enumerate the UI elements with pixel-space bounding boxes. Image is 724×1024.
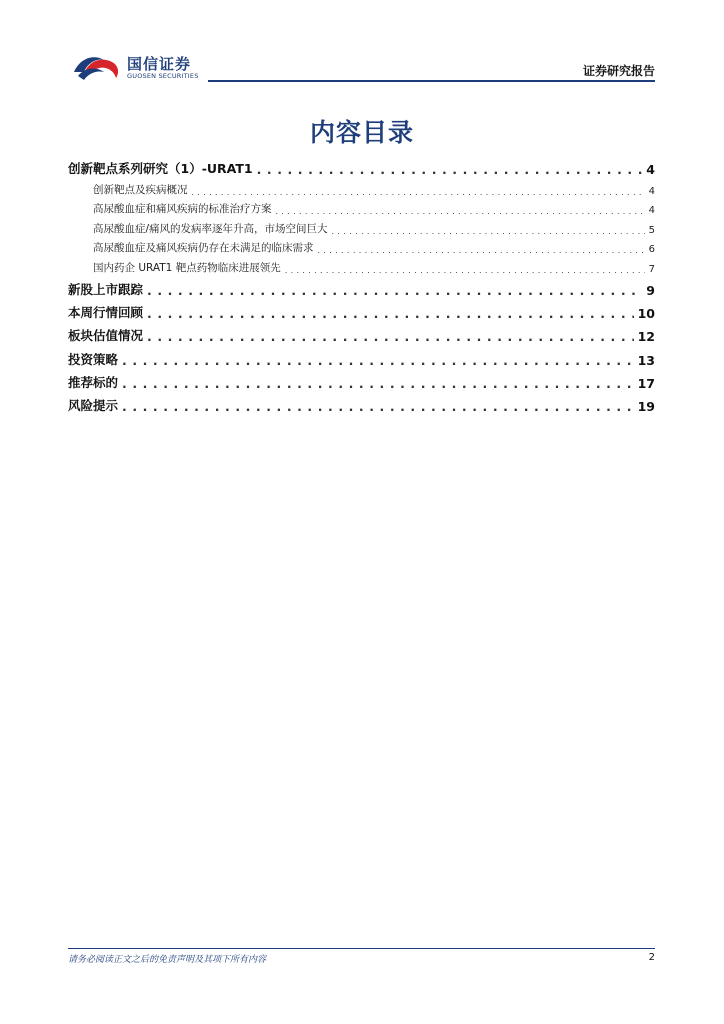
toc-leader-dots (122, 376, 634, 391)
toc-entry-label: 风险提示 (68, 398, 119, 414)
toc-leader-dots (147, 283, 642, 298)
toc-entry-label: 国内药企 URAT1 靶点药物临床进展领先 (93, 261, 281, 274)
logo-chinese-name: 国信证券 (127, 55, 192, 73)
toc-entry-page: 6 (648, 244, 655, 255)
toc-entry-label: 本周行情回顾 (68, 305, 144, 321)
toc-entry-chapter[interactable] (68, 321, 655, 344)
toc-entry-label: 投资策略 (68, 351, 119, 367)
toc-entry-page: 10 (637, 306, 655, 322)
toc-entry-page: 4 (646, 162, 655, 177)
toc-entry-chapter[interactable] (68, 275, 655, 298)
toc-entry-section[interactable] (68, 197, 655, 217)
toc-leader-dots (147, 306, 634, 321)
toc-title: 内容目录 (309, 118, 414, 147)
toc-entry-label: 高尿酸血症和痛风疾病的标准治疗方案 (93, 203, 272, 215)
footer-divider (68, 948, 655, 949)
toc-entry-chapter[interactable] (68, 368, 655, 391)
toc-entry-label: 创新靶点系列研究（1）-URAT1 (68, 161, 253, 176)
toc-entry-label: 高尿酸血症及痛风疾病仍存在未满足的临床需求 (93, 242, 314, 254)
toc-entry-section[interactable] (68, 236, 655, 256)
toc-leader-dots (147, 329, 634, 344)
toc-leader-dots (318, 246, 645, 255)
toc-entry-page: 17 (637, 375, 655, 391)
toc-entry-chapter[interactable] (68, 153, 655, 177)
toc-entry-page: 5 (648, 224, 655, 236)
toc-leader-dots (276, 207, 645, 216)
guosen-logo-icon (70, 50, 124, 84)
toc-entry-section[interactable] (68, 255, 655, 275)
logo-english-name: GUOSEN SECURITIES (127, 72, 199, 80)
toc-entry-page: 12 (637, 329, 655, 345)
toc-entry-chapter[interactable] (68, 391, 655, 414)
toc-entry-label: 高尿酸血症/痛风的发病率逐年升高，市场空间巨大 (93, 222, 328, 235)
header-divider (208, 80, 655, 82)
toc-entry-label: 创新靶点及疾病概况 (93, 183, 188, 196)
toc-entry-section[interactable] (68, 177, 655, 197)
toc-entry-chapter[interactable] (68, 298, 655, 321)
toc-entry-label: 新股上市跟踪 (68, 281, 144, 297)
toc-entry-label: 推荐标的 (68, 374, 119, 390)
toc-leader-dots (122, 399, 634, 414)
toc-leader-dots (257, 162, 643, 177)
page-header (0, 0, 724, 90)
toc-entry-chapter[interactable] (68, 344, 655, 367)
table-of-contents (68, 153, 655, 414)
toc-leader-dots (122, 353, 634, 368)
toc-entry-section[interactable] (68, 216, 655, 236)
company-logo (70, 50, 200, 84)
toc-entry-page: 13 (637, 352, 655, 368)
toc-entry-page: 7 (648, 263, 655, 275)
toc-entry-page: 4 (648, 185, 655, 197)
toc-entry-page: 19 (637, 399, 655, 415)
toc-entry-label: 板块估值情况 (68, 328, 144, 344)
toc-leader-dots (332, 227, 645, 236)
footer-disclaimer: 请务必阅读正文之后的免责声明及其项下所有内容 (68, 955, 267, 965)
page-number: 2 (648, 952, 655, 963)
toc-leader-dots (192, 188, 645, 197)
toc-entry-page: 4 (648, 205, 655, 216)
report-type-label: 证券研究报告 (582, 64, 655, 78)
toc-entry-page: 9 (646, 282, 655, 298)
toc-leader-dots (285, 266, 645, 275)
